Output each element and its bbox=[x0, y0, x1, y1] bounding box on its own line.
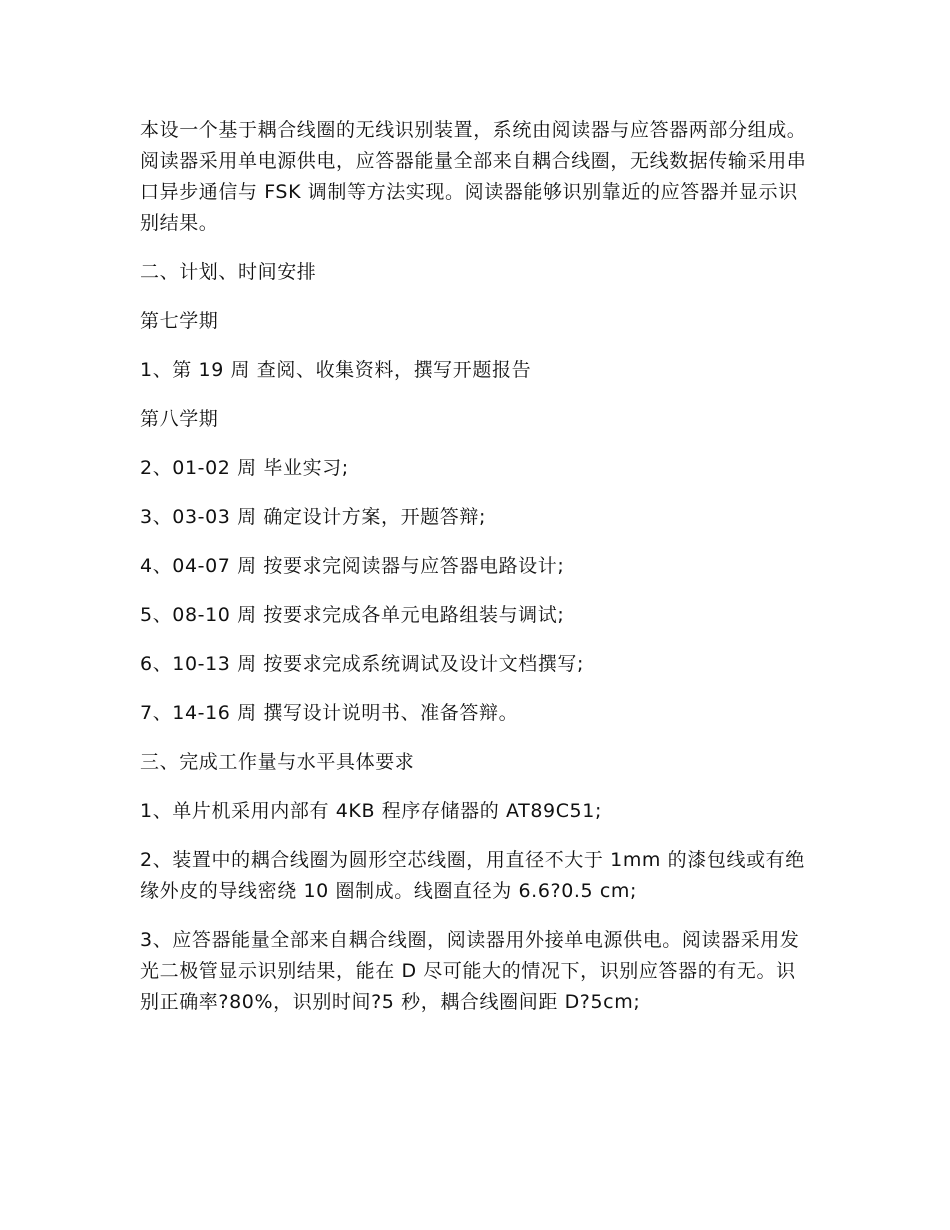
schedule-item-4: 4、04-07 周 按要求完阅读器与应答器电路设计; bbox=[140, 555, 565, 577]
requirement-item-2: 2、装置中的耦合线圈为圆形空芯线圈，用直径不大于 1mm 的漆包线或有绝缘外皮的导线密绕 10 圈制成。线圈直径为 6.6?0.5 cm; bbox=[140, 849, 805, 902]
schedule-item-7: 7、14-16 周 撰写设计说明书、准备答辩。 bbox=[140, 702, 519, 724]
schedule-item-5: 5、08-10 周 按要求完成各单元电路组装与调试; bbox=[140, 604, 565, 626]
section-heading-plan: 二、计划、时间安排 bbox=[140, 261, 317, 283]
document-page bbox=[140, 115, 810, 1018]
requirement-item-1: 1、单片机采用内部有 4KB 程序存储器的 AT89C51; bbox=[140, 800, 602, 822]
schedule-item-1: 1、第 19 周 查阅、收集资料，撰写开题报告 bbox=[140, 359, 532, 381]
semester-seven-label: 第七学期 bbox=[140, 310, 219, 332]
requirement-item-3: 3、应答器能量全部来自耦合线圈，阅读器用外接单电源供电。阅读器采用发光二极管显示识别结果，能在 D 尽可能大的情况下，识别应答器的有无。识别正确率?80%，识别时间?5 秒，耦合线圈间距 D?5cm; bbox=[140, 929, 800, 1013]
intro-paragraph: 本设一个基于耦合线圈的无线识别装置，系统由阅读器与应答器两部分组成。阅读器采用单电源供电，应答器能量全部来自耦合线圈，无线数据传输采用串口异步通信与 FSK 调制等方法实现。阅读器能够识别靠近的应答器并显示识别结果。 bbox=[140, 119, 807, 234]
schedule-item-2: 2、01-02 周 毕业实习; bbox=[140, 457, 349, 479]
schedule-item-6: 6、10-13 周 按要求完成系统调试及设计文档撰写; bbox=[140, 653, 584, 675]
schedule-item-3: 3、03-03 周 确定设计方案，开题答辩; bbox=[140, 506, 486, 528]
semester-eight-label: 第八学期 bbox=[140, 408, 219, 430]
section-heading-requirements: 三、完成工作量与水平具体要求 bbox=[140, 751, 415, 773]
